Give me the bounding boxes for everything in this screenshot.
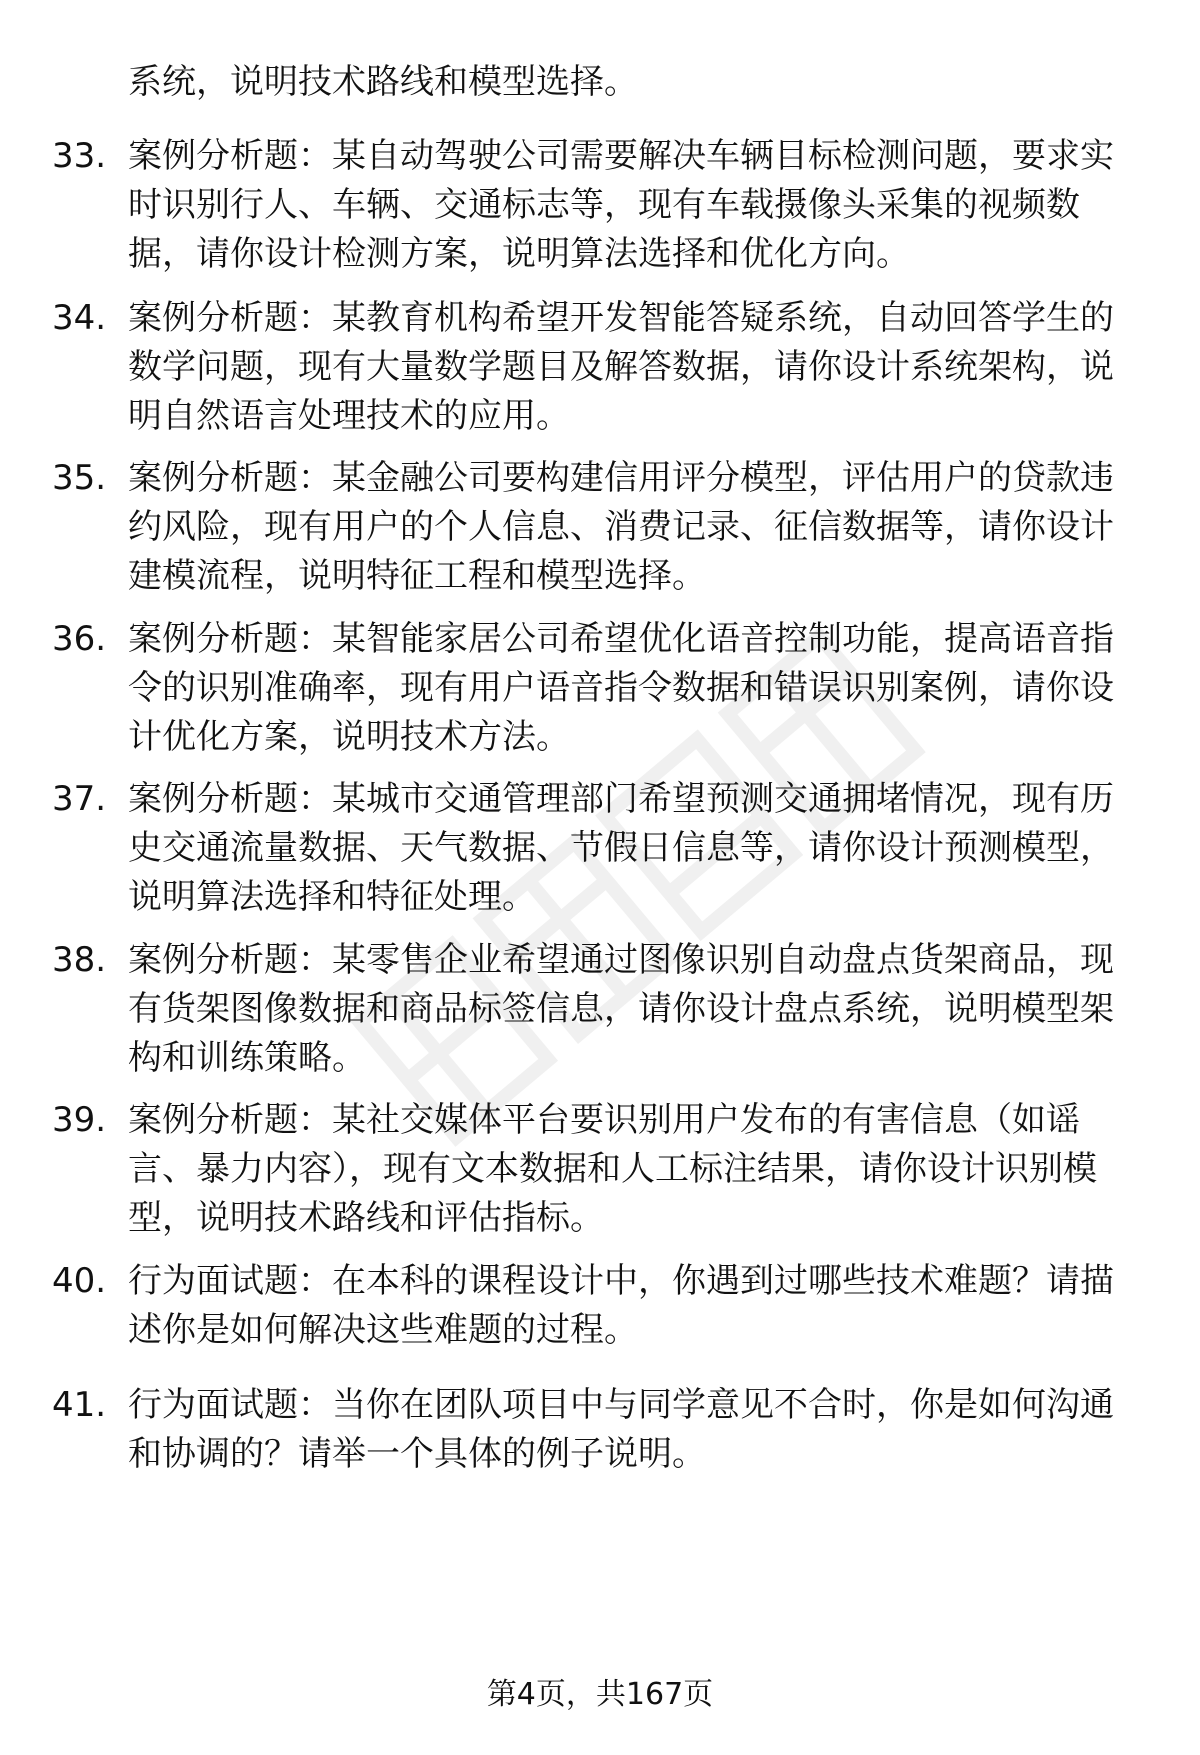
question-text: 案例分析题：某社交媒体平台要识别用户发布的有害信息（如谣言、暴力内容），现有文本数据和人工标注结果，请你设计识别模型，说明技术路线和评估指标。 <box>128 1100 1097 1238</box>
question-number: 37. <box>52 779 107 819</box>
question-text: 案例分析题：某智能家居公司希望优化语音控制功能，提高语音指令的识别准确率，现有用户语音指令数据和错误识别案例，请你设计优化方案，说明技术方法。 <box>128 619 1114 757</box>
question-number: 38. <box>52 940 107 980</box>
question-text: 行为面试题：当你在团队项目中与同学意见不合时，你是如何沟通和协调的？请举一个具体的例子说明。 <box>128 1385 1114 1474</box>
question-text: 案例分析题：某自动驾驶公司需要解决车辆目标检测问题，要求实时识别行人、车辆、交通标志等，现有车载摄像头采集的视频数据，请你设计检测方案，说明算法选择和优化方向。 <box>128 136 1114 274</box>
page-footer: 第4页，共167页 <box>486 1677 714 1712</box>
question-number: 39. <box>52 1100 107 1140</box>
question-text: 案例分析题：某教育机构希望开发智能答疑系统，自动回答学生的数学问题，现有大量数学题目及解答数据，请你设计系统架构，说明自然语言处理技术的应用。 <box>128 298 1114 436</box>
question-text: 案例分析题：某金融公司要构建信用评分模型，评估用户的贷款违约风险，现有用户的个人信息、消费记录、征信数据等，请你设计建模流程，说明特征工程和模型选择。 <box>128 458 1114 596</box>
question-text: 案例分析题：某零售企业希望通过图像识别自动盘点货架商品，现有货架图像数据和商品标签信息，请你设计盘点系统，说明模型架构和训练策略。 <box>128 940 1114 1078</box>
question-number: 36. <box>52 619 107 659</box>
question-number: 40. <box>52 1261 107 1301</box>
question-number: 34. <box>52 298 107 338</box>
question-number: 41. <box>52 1385 107 1425</box>
question-text: 行为面试题：在本科的课程设计中，你遇到过哪些技术难题？请描述你是如何解决这些难题的过程。 <box>128 1261 1114 1350</box>
question-text: 案例分析题：某城市交通管理部门希望预测交通拥堵情况，现有历史交通流量数据、天气数据、节假日信息等，请你设计预测模型，说明算法选择和特征处理。 <box>128 779 1114 917</box>
question-number: 35. <box>52 458 107 498</box>
continued-text: 系统，说明技术路线和模型选择。 <box>128 62 638 102</box>
question-number: 33. <box>52 136 107 176</box>
